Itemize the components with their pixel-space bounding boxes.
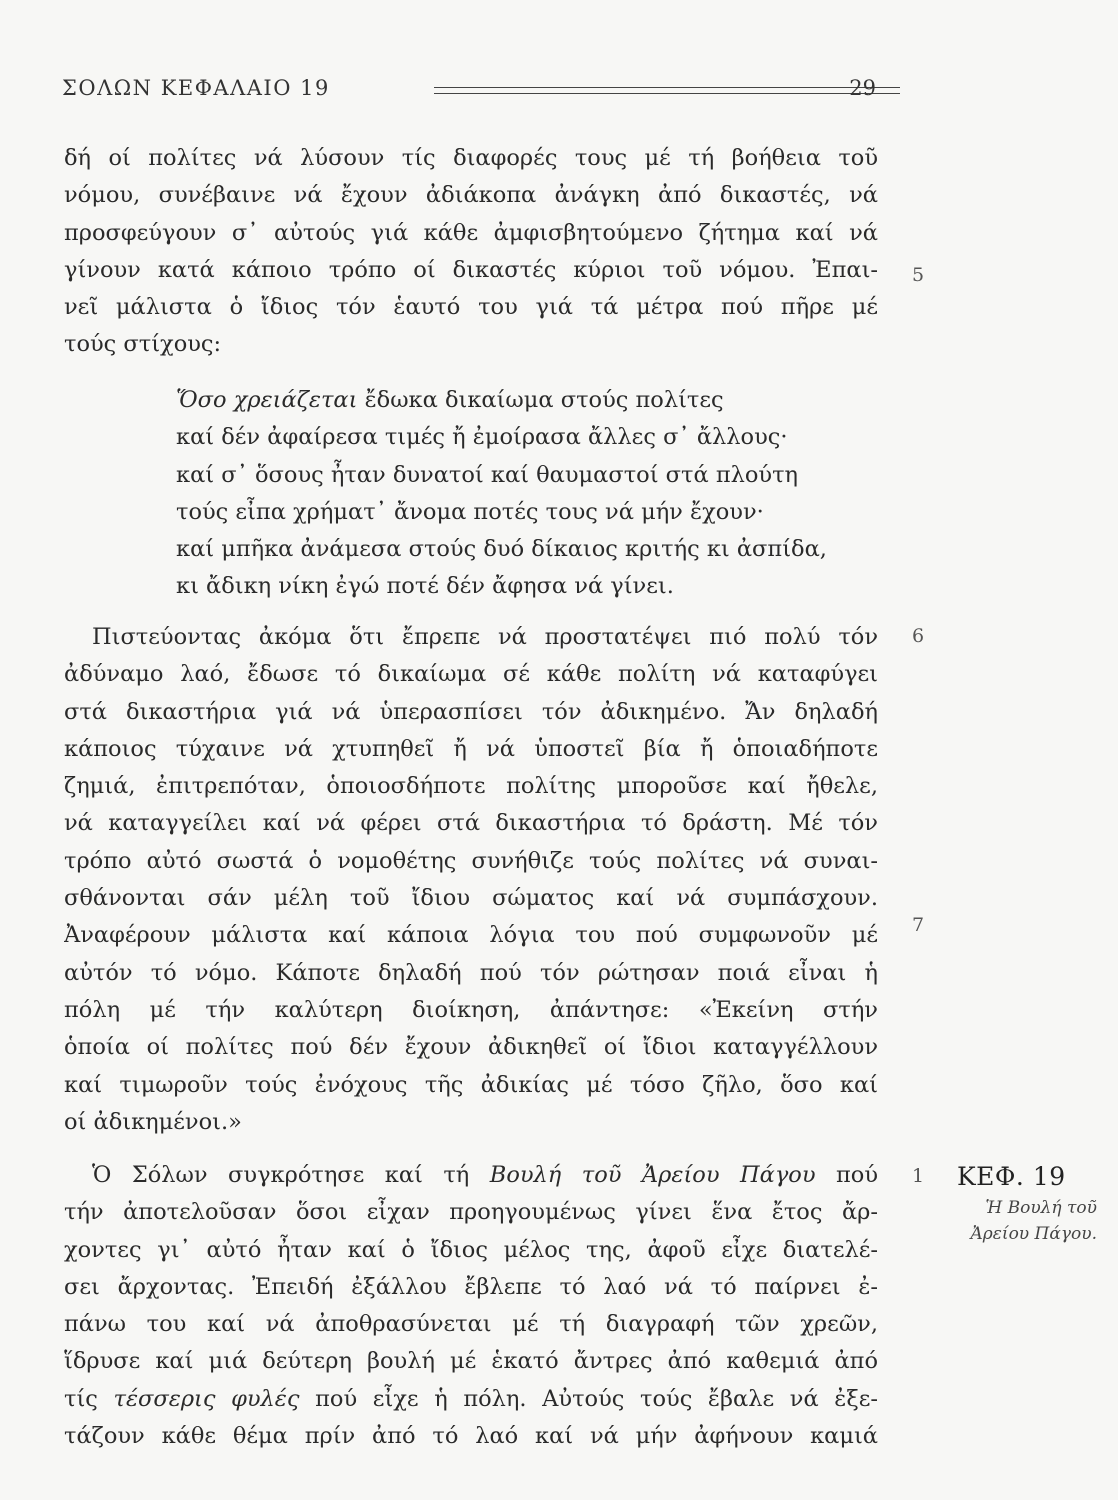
italic-term: Βουλή τοῦ Ἀρείου Πάγου <box>489 1162 816 1188</box>
text-line: προσφεύγουν σ᾽ αὐτούς γιά κάθε ἀμφισβητούμενο ζήτημα καί νά <box>64 219 878 246</box>
text-line: τούς στίχους: <box>64 331 222 358</box>
text-line: οί ἀδικημένοι.» <box>64 1108 242 1135</box>
text-segment: πού εἶχε ἡ πόλη. Αὐτούς τούς ἔβαλε νά ἐξε- <box>299 1385 878 1412</box>
text-line: Ἀναφέρουν μάλιστα καί κάποια λόγια του πού συμφωνοῦν μέ <box>64 922 878 949</box>
text-line: νόμου, συνέβαινε νά ἔχουν ἀδιάκοπα ἀνάγκη ἀπό δικαστές, νά <box>64 182 878 209</box>
text-line: καί τιμωροῦν τούς ἐνόχους τῆς ἀδικίας μέ τόσο ζῆλο, ὅσο καί <box>64 1071 878 1098</box>
text-line: τάζουν κάθε θέμα πρίν ἀπό τό λαό καί νά μήν ἀφήνουν καμιά <box>64 1423 878 1450</box>
side-subtitle-2: Ἀρείου Πάγου. <box>970 1224 1097 1244</box>
text-line <box>64 1157 878 1194</box>
text-line: δή οί πολίτες νά λύσουν τίς διαφορές τους μέ τή βοήθεια τοῦ <box>64 145 878 171</box>
text-line: ἀδύναμο λαό, ἔδωσε τό δικαίωμα σέ κάθε πολίτη νά καταφύγει <box>64 661 878 688</box>
text-line: νά καταγγείλει καί νά φέρει στά δικαστήρια τό δράστη. Μέ τόν <box>64 810 878 837</box>
verse-line <box>176 382 876 419</box>
verse-line: κι ἄδικη νίκη ἐγώ ποτέ δέν ἄφησα νά γίνει. <box>176 573 674 600</box>
verse-line: τούς εἶπα χρήματ᾽ ἄνομα ποτές τους νά μήν ἔχουν· <box>176 498 764 525</box>
side-heading <box>957 1159 1107 1247</box>
page-number: 29 <box>849 76 876 100</box>
header-rule <box>434 87 900 94</box>
header-title: ΣΟΛΩΝ ΚΕΦΑΛΑΙΟ 19 <box>62 76 330 100</box>
text-line: πόλη μέ τήν καλύτερη διοίκηση, ἀπάντησε: «Ἐκείνη στήν <box>64 996 878 1023</box>
text-line: χοντες γι᾽ αὐτό ἦταν καί ὁ ἴδιος μέλος της, ἀφοῦ εἶχε διατελέ- <box>64 1236 878 1263</box>
margin-number-6: 6 <box>912 625 925 647</box>
text-segment: τίς <box>64 1385 114 1412</box>
verse-line: καί δέν ἀφαίρεσα τιμές ἤ ἐμοίρασα ἄλλες σ᾽ ἄλλους· <box>176 424 788 451</box>
text-line: Πιστεύοντας ἀκόμα ὅτι ἔπρεπε νά προστατέψει πιό πολύ τόν <box>92 624 878 650</box>
text-line: ὁποία οί πολίτες πού δέν ἔχουν ἀδικηθεῖ οί ἴδιοι καταγγέλλουν <box>64 1034 878 1061</box>
paragraph-2 <box>64 619 878 1141</box>
margin-number-7: 7 <box>912 914 925 936</box>
side-chapter: ΚΕΦ. 19 <box>957 1162 1066 1191</box>
text-line: στά δικαστήρια γιά νά ὑπερασπίσει τόν ἀδικημένο. Ἄν δηλαδή <box>64 698 878 725</box>
verse-line: καί μπῆκα ἀνάμεσα στούς δυό δίκαιος κριτής κι ἀσπίδα, <box>176 536 827 563</box>
text-line: τήν ἀποτελοῦσαν ὅσοι εἶχαν προηγουμένως γίνει ἕνα ἔτος ἄρ- <box>64 1199 878 1226</box>
italic-term: τέσσερις φυλές <box>113 1385 300 1412</box>
text-line: κάποιος τύχαινε νά χτυπηθεῖ ἤ νά ὑποστεῖ βία ἤ ὁποιαδήποτε <box>64 735 878 762</box>
text-line: νεῖ μάλιστα ὁ ἴδιος τόν ἑαυτό του γιά τά μέτρα πού πῆρε μέ <box>64 294 878 321</box>
text-line: ζημιά, ἐπιτρεπόταν, ὁποιοσδήποτε πολίτης μποροῦσε καί ἤθελε, <box>64 773 878 800</box>
text-segment: Ὁ Σόλων συγκρότησε καί τή <box>92 1162 490 1188</box>
text-line: αὐτόν τό νόμο. Κάποτε δηλαδή πού τόν ρώτησαν ποιά εἶναι ἡ <box>64 959 878 986</box>
text-segment: πού <box>815 1162 878 1188</box>
running-header <box>62 76 880 106</box>
text-line: τρόπο αὐτό σωστά ὁ νομοθέτης συνήθιζε τούς πολίτες νά συναι- <box>64 847 878 874</box>
verse-line: καί σ᾽ ὅσους ἦταν δυνατοί καί θαυμαστοί στά πλούτη <box>176 461 799 488</box>
paragraph-1 <box>64 140 878 364</box>
paragraph-3 <box>64 1157 878 1455</box>
margin-number-1: 1 <box>912 1165 925 1187</box>
text-line: ἵδρυσε καί μιά δεύτερη βουλή μέ ἑκατό ἄντρες ἀπό καθεμιά ἀπό <box>64 1348 878 1375</box>
verse-quote <box>176 382 876 606</box>
side-subtitle-1: Ἡ Βουλή τοῦ <box>985 1198 1097 1218</box>
text-line <box>64 1381 878 1418</box>
text-line: γίνουν κατά κάποιο τρόπο οί δικαστές κύριοι τοῦ νόμου. Ἐπαι- <box>64 256 878 283</box>
margin-number-5: 5 <box>912 264 925 286</box>
verse-italic: Ὅσο χρειάζεται <box>176 387 358 413</box>
text-line: πάνω του καί νά ἀποθρασύνεται μέ τή διαγραφή τῶν χρεῶν, <box>64 1311 878 1338</box>
text-line: σει ἄρχοντας. Ἐπειδή ἐξάλλου ἔβλεπε τό λαό νά τό παίρνει ἐ- <box>64 1273 878 1300</box>
text-line: σθάνονται σάν μέλη τοῦ ἴδιου σώματος καί νά συμπάσχουν. <box>64 885 878 912</box>
verse-text: ἔδωκα δικαίωμα στούς πολίτες <box>357 387 724 413</box>
